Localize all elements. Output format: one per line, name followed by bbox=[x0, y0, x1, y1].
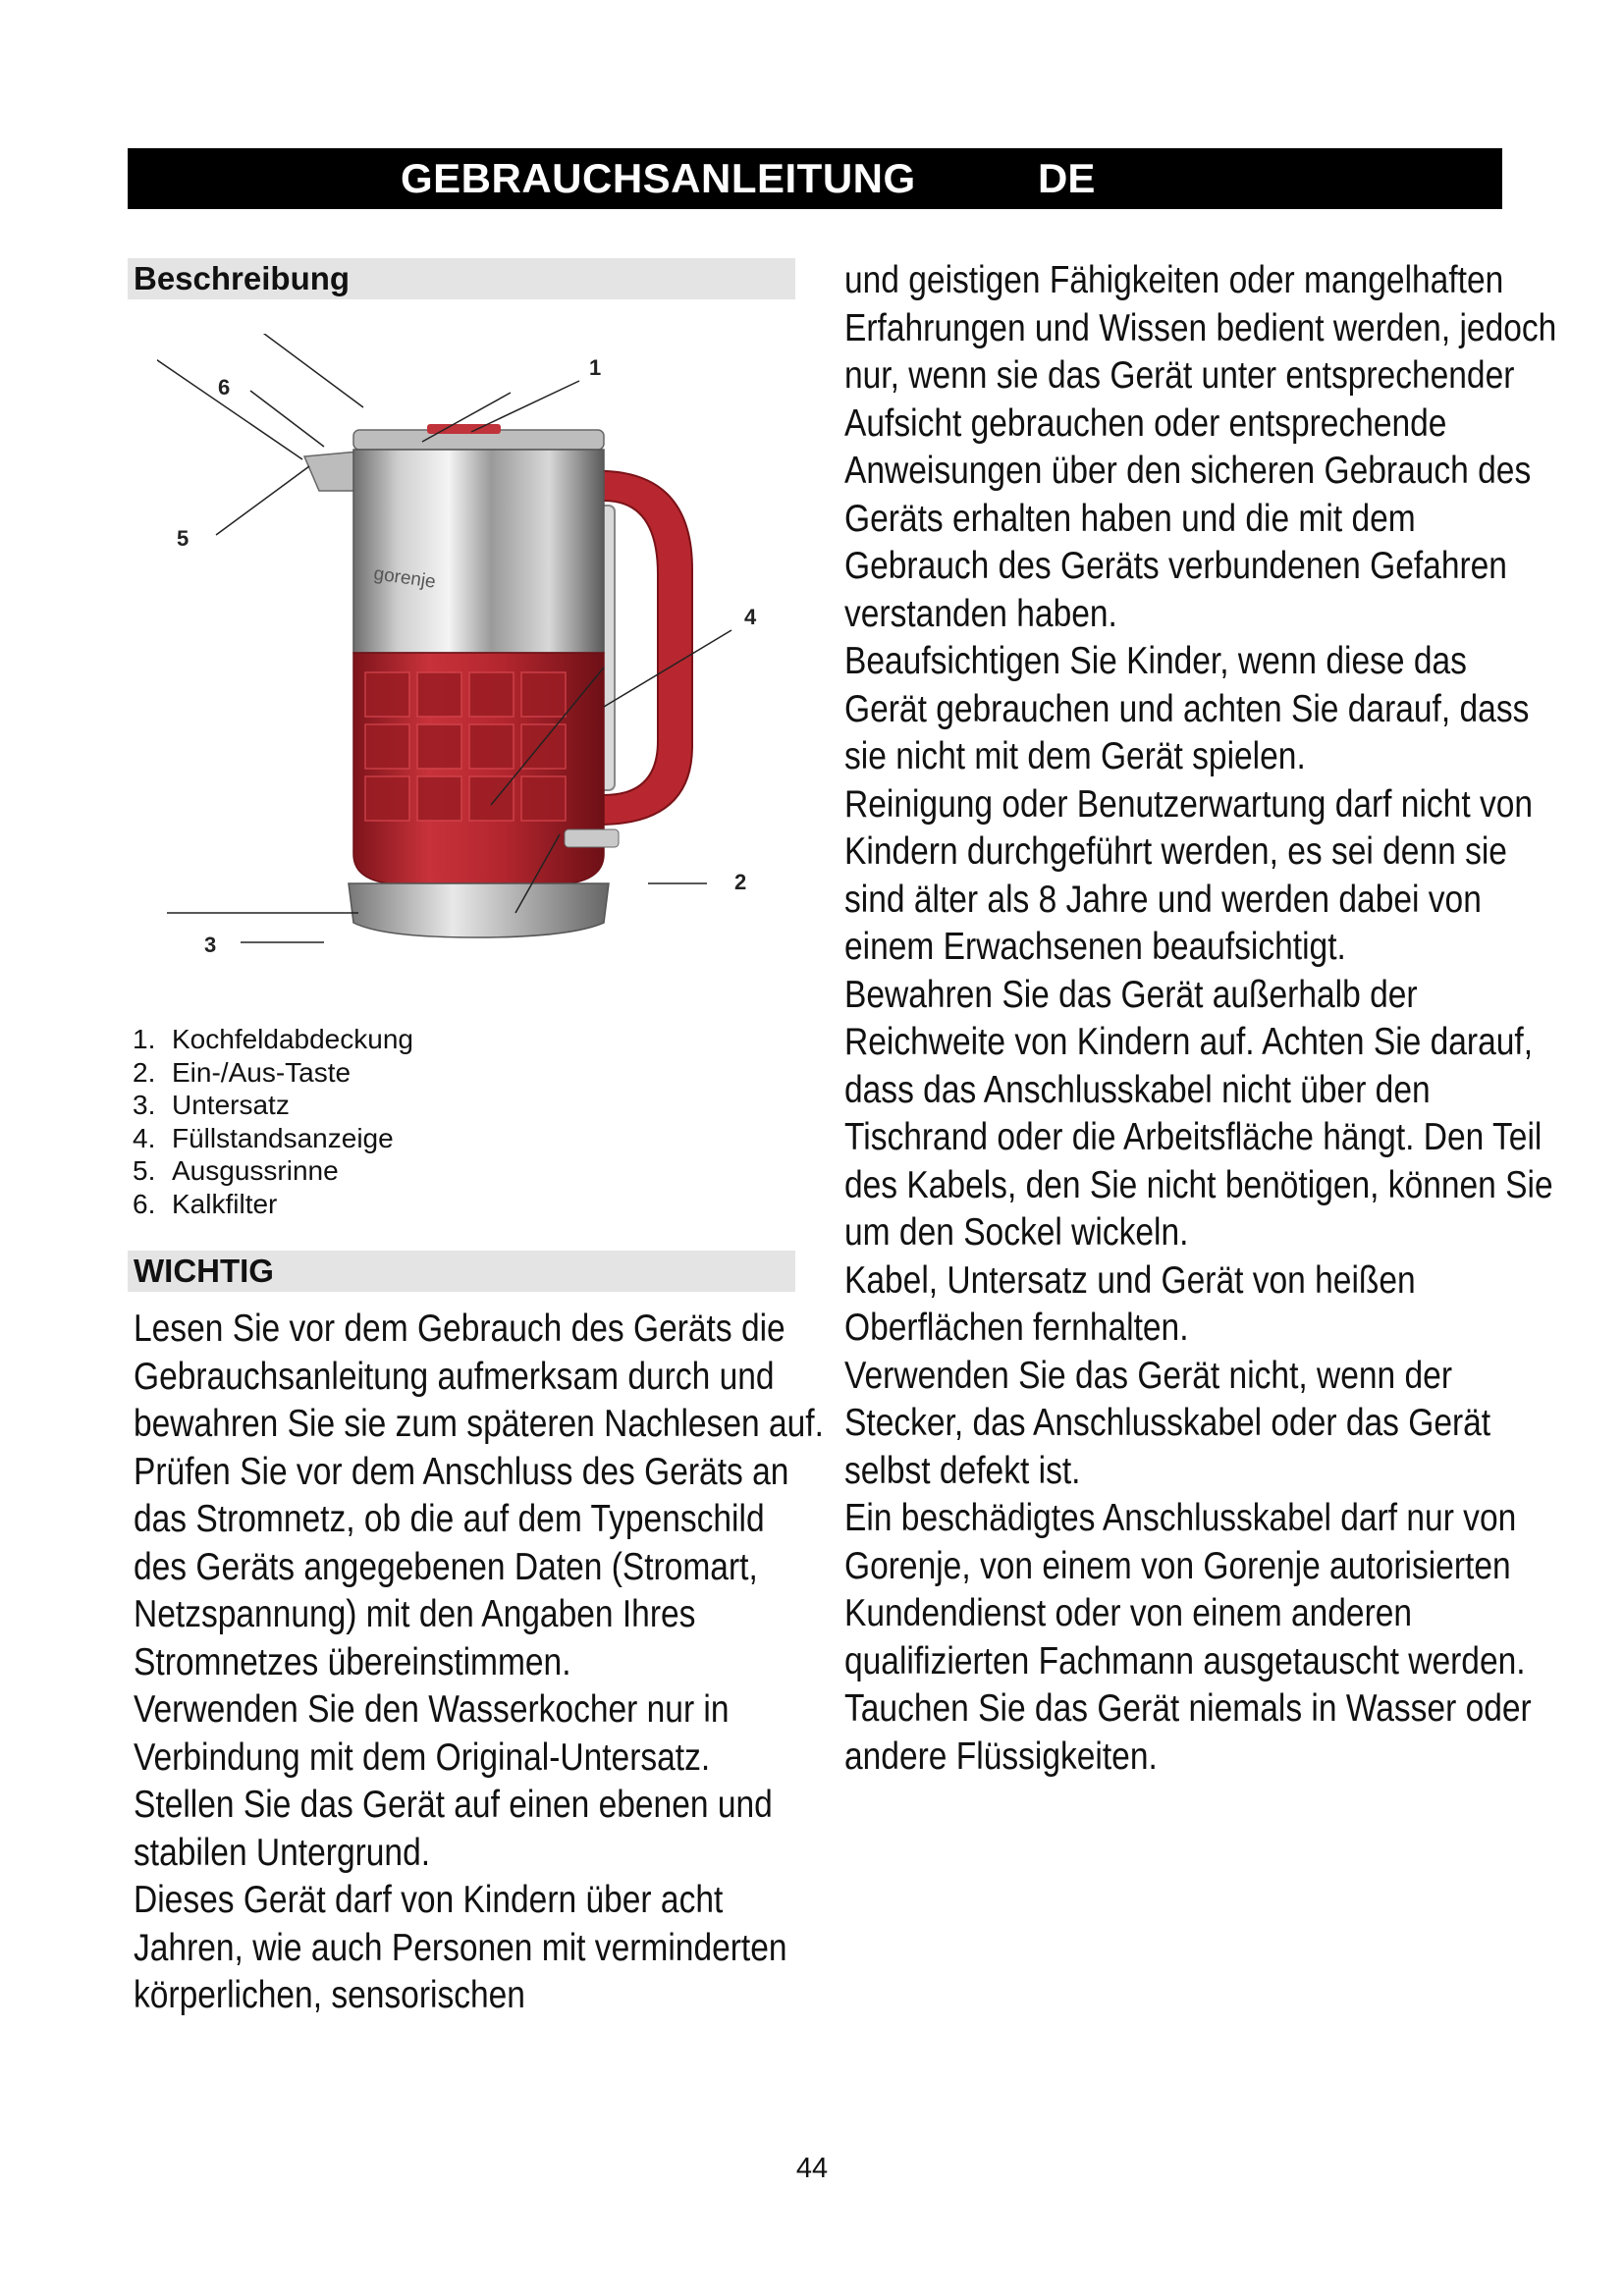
paragraph: Lesen Sie vor dem Gebrauch des Geräts die Gebrauchsanleitung aufmerksam durch und bewahren Sie sie zum späteren Nachlesen auf. bbox=[134, 1308, 824, 1445]
list-item-number: 3. bbox=[133, 1090, 156, 1120]
list-item-label: Füllstandsanzeige bbox=[172, 1122, 394, 1153]
list-item-number: 2. bbox=[133, 1056, 156, 1088]
list-item bbox=[133, 1056, 761, 1090]
left-column-text bbox=[134, 1306, 826, 2020]
paragraph: Bewahren Sie das Gerät außerhalb der Reichweite von Kindern auf. Achten Sie darauf, dass das Anschlusskabel nicht über den Tischrand oder die Arbeitsfläche hängt. Den Teil des Kabels, den Sie nicht benötigen, können Sie um den Sockel wickeln. bbox=[844, 973, 1553, 1254]
callout-6: 6 bbox=[218, 375, 231, 400]
section-heading-label: WICHTIG bbox=[134, 1253, 274, 1289]
list-item bbox=[133, 1023, 761, 1056]
paragraph: Kabel, Untersatz und Gerät von heißen Oberflächen fernhalten. bbox=[844, 1258, 1416, 1349]
list-item bbox=[133, 1188, 761, 1221]
kettle-steel-body bbox=[353, 450, 604, 653]
paragraph: Tauchen Sie das Gerät niemals in Wasser oder andere Flüssigkeiten. bbox=[844, 1687, 1532, 1778]
list-item-number: 4. bbox=[133, 1122, 156, 1153]
parts-list bbox=[133, 1023, 761, 1220]
right-column-text bbox=[844, 257, 1558, 1781]
list-item-number: 5. bbox=[133, 1155, 156, 1186]
power-switch bbox=[565, 829, 619, 847]
callout-3: 3 bbox=[204, 933, 217, 957]
list-item-label: Kochfeldabdeckung bbox=[172, 1024, 413, 1054]
callout-5: 5 bbox=[177, 526, 189, 551]
callout-4: 4 bbox=[744, 605, 757, 629]
header-title: GEBRAUCHSANLEITUNG bbox=[401, 155, 916, 201]
paragraph: Verwenden Sie den Wasserkocher nur in Verbindung mit dem Original-Untersatz. bbox=[134, 1688, 730, 1779]
section-heading-label: Beschreibung bbox=[134, 260, 351, 296]
kettle-spout bbox=[304, 452, 358, 491]
list-item-number: 1. bbox=[133, 1024, 156, 1054]
header-language: DE bbox=[1038, 155, 1096, 201]
paragraph: Prüfen Sie vor dem Anschluss des Geräts an das Stromnetz, ob die auf dem Typenschild des Geräts angegebenen Daten (Stromart, Netzspannung) mit den Angaben Ihres Stromnetzes übereinstimmen. bbox=[134, 1450, 789, 1683]
list-item bbox=[133, 1122, 761, 1155]
section-heading-wichtig bbox=[128, 1251, 795, 1292]
paragraph: Dieses Gerät darf von Kindern über acht Jahren, wie auch Personen mit verminderten körperlichen, sensorischen bbox=[134, 1879, 787, 2016]
paragraph: und geistigen Fähigkeiten oder mangelhaften Erfahrungen und Wissen bedient werden, jedoch nur, wenn sie das Gerät unter entsprechender Aufsicht gebrauchen oder entsprechende Anweisungen über den sicheren Gebrauch des Geräts erhalten haben und die mit dem Gebrauch des Geräts verbundenen Gefahren verstanden haben. bbox=[844, 259, 1557, 635]
paragraph: Beaufsichtigen Sie Kinder, wenn diese das Gerät gebrauchen und achten Sie darauf, dass sie nicht mit dem Gerät spielen. bbox=[844, 640, 1530, 777]
list-item bbox=[133, 1154, 761, 1188]
callout-1: 1 bbox=[589, 355, 602, 380]
paragraph: Verwenden Sie das Gerät nicht, wenn der Stecker, das Anschlusskabel oder das Gerät selbst defekt ist. bbox=[844, 1354, 1491, 1492]
list-item-label: Untersatz bbox=[172, 1090, 290, 1120]
kettle-base bbox=[349, 883, 609, 937]
list-item-label: Kalkfilter bbox=[172, 1188, 278, 1219]
paragraph: Reinigung oder Benutzerwartung darf nicht von Kindern durchgeführt werden, es sei denn sie sind älter als 8 Jahre und werden dabei von einem Erwachsenen beaufsichtigt. bbox=[844, 782, 1534, 968]
paragraph: Stellen Sie das Gerät auf einen ebenen und stabilen Untergrund. bbox=[134, 1784, 773, 1874]
list-item-label: Ausgussrinne bbox=[172, 1155, 339, 1186]
callout-2: 2 bbox=[734, 870, 747, 894]
section-heading-beschreibung bbox=[128, 258, 795, 299]
kettle-illustration bbox=[157, 334, 746, 1021]
paragraph: Ein beschädigtes Anschlusskabel darf nur von Gorenje, von einem von Gorenje autorisierten Kundendienst oder von einem anderen qualifizierten Fachmann ausgetauscht werden. bbox=[844, 1497, 1526, 1682]
list-item-label: Ein-/Aus-Taste bbox=[172, 1056, 352, 1088]
page-header bbox=[128, 148, 1502, 209]
kettle-brand-label: gorenje bbox=[372, 563, 438, 593]
list-item bbox=[133, 1089, 761, 1122]
page-number: 44 bbox=[795, 2153, 829, 2184]
list-item-number: 6. bbox=[133, 1188, 156, 1219]
